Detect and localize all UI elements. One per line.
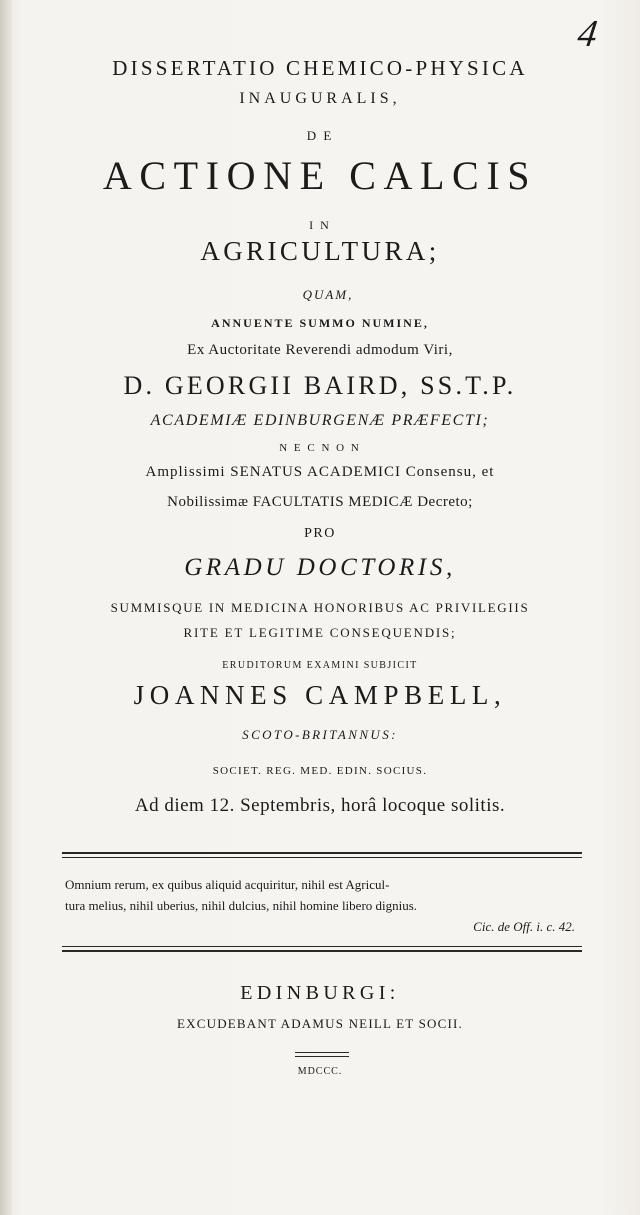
title-in: I N (309, 218, 331, 232)
title-de: D E (306, 128, 334, 143)
auctoritate-line: Ex Auctoritate Reverendi admodum Viri, (187, 342, 453, 358)
rule-bottom-thick (62, 950, 582, 952)
rector-office: ACADEMIÆ EDINBURGENÆ PRÆFECTI; (150, 412, 490, 429)
senatus-line: Amplissimi SENATUS ACADEMICI Consensu, et (145, 464, 495, 480)
rule-bottom-thin (62, 946, 582, 947)
examini-line: ERUDITORUM EXAMINI SUBJICIT (222, 660, 418, 671)
imprint-printer: EXCUDEBANT ADAMUS NEILL ET SOCII. (177, 1016, 463, 1031)
rite-line: RITE ET LEGITIME CONSEQUENDIS; (183, 625, 457, 640)
title-line-1: DISSERTATIO CHEMICO-PHYSICA (112, 56, 528, 80)
page-number: 4 (575, 13, 600, 55)
degree-title: GRADU DOCTORIS, (184, 554, 456, 581)
quote-line-2: tura melius, nihil uberius, nihil dulcius, nihil homine libero dignius. (65, 898, 418, 913)
annuente-line: ANNUENTE SUMMO NUMINE, (211, 316, 429, 330)
rule-top-thick (62, 852, 582, 854)
facultas-line: Nobilissimæ FACULTATIS MEDICÆ Decreto; (167, 494, 473, 510)
short-rule-2 (295, 1056, 349, 1057)
pro-label: PRO (304, 526, 336, 541)
rule-top-thin (62, 857, 582, 858)
main-title: ACTIONE CALCIS (102, 153, 538, 198)
society-line: SOCIET. REG. MED. EDIN. SOCIUS. (212, 765, 428, 777)
author-name: JOANNES CAMPBELL, (133, 680, 507, 710)
quam-label: QUAM, (302, 287, 354, 302)
necnon-line: N E C N O N (279, 442, 361, 454)
rector-name: D. GEORGII BAIRD, SS.T.P. (123, 371, 517, 400)
short-rule-1 (295, 1052, 349, 1053)
subject-title: AGRICULTURA; (200, 236, 440, 266)
imprint-year: MDCCC. (297, 1066, 343, 1077)
imprint-city: EDINBURGI: (240, 982, 400, 1004)
quote-citation: Cic. de Off. i. c. 42. (473, 919, 575, 934)
title-line-2: INAUGURALIS, (239, 90, 401, 107)
quote-line-1: Omnium rerum, ex quibus aliquid acquiritur, nihil est Agricul- (65, 877, 390, 892)
honours-line: SUMMISQUE IN MEDICINA HONORIBUS AC PRIVILEGIIS (110, 600, 530, 615)
author-origin: SCOTO-BRITANNUS: (242, 727, 398, 742)
date-line: Ad diem 12. Septembris, horâ locoque solitis. (134, 795, 506, 816)
